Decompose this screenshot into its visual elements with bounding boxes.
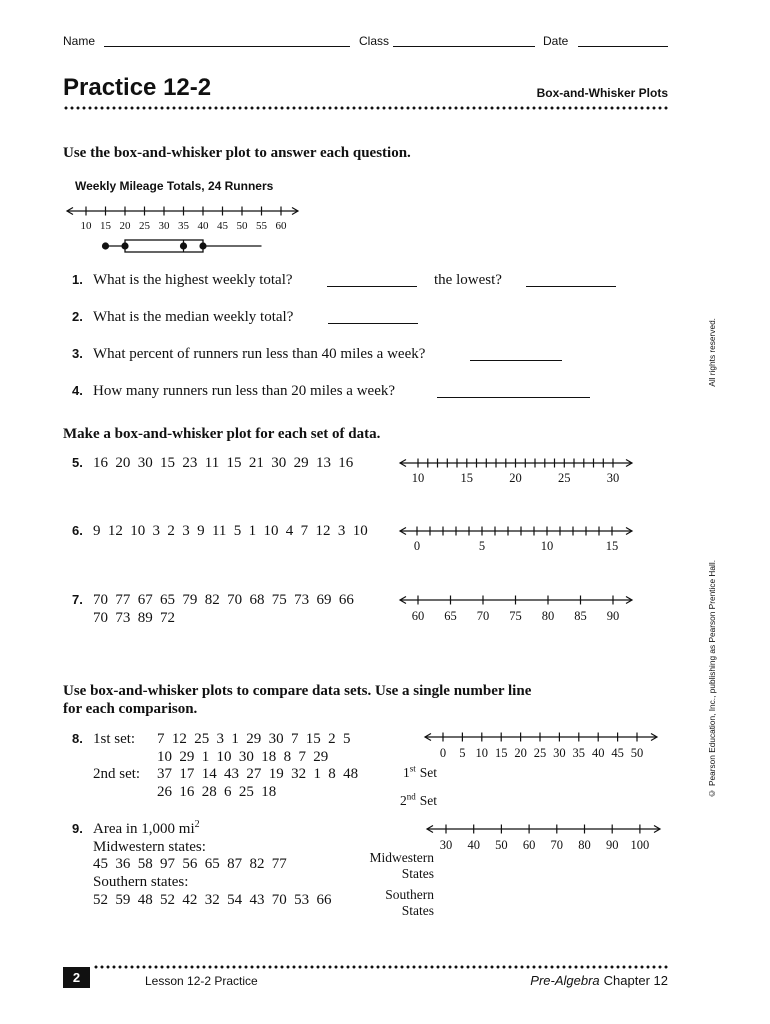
right-arrow-icon <box>626 597 632 604</box>
answer-blank-median <box>328 323 418 324</box>
copyright-note: © Pearson Education, Inc., publishing as Pearson Prentice Hall. <box>707 560 717 799</box>
right-arrow-icon <box>292 208 298 215</box>
tick-label: 30 <box>439 838 453 852</box>
tick-label: 15 <box>605 539 619 553</box>
tick-label: 85 <box>574 609 587 623</box>
tick-label: 25 <box>558 471 571 485</box>
tick-label: 10 <box>80 220 92 232</box>
problem6-number-line <box>400 527 632 554</box>
question-number: 1. <box>72 272 83 287</box>
problem-number: 5. <box>72 455 83 470</box>
tick-label: 30 <box>606 471 620 485</box>
tick-label: 30 <box>553 746 566 760</box>
problem-heading <box>93 820 200 838</box>
tick-label: 20 <box>509 471 522 485</box>
plot-row-label-southern: States <box>401 903 434 918</box>
tick-label: 80 <box>578 838 591 852</box>
median-point <box>180 242 187 249</box>
tick-label: 40 <box>197 220 209 232</box>
left-arrow-icon <box>400 460 406 467</box>
question-followup: the lowest? <box>434 272 502 288</box>
left-arrow-icon <box>427 826 433 833</box>
answer-blank-count <box>437 397 590 398</box>
tick-label: 45 <box>217 220 228 232</box>
problem7-number-line <box>400 596 632 624</box>
problem-number: 7. <box>72 592 83 607</box>
page-title: Practice 12-2 <box>63 74 212 101</box>
answer-blank-highest <box>327 286 417 287</box>
problem8-number-line <box>425 733 657 761</box>
page-number-badge: 2 <box>63 967 90 988</box>
section2-instruction: Make a box-and-whisker plot for each set of data. <box>63 426 381 442</box>
tick-label: 50 <box>495 838 508 852</box>
tick-label: 35 <box>572 746 586 760</box>
data-set: 70 73 89 72 <box>93 610 176 626</box>
problem-number: 8. <box>72 731 83 746</box>
tick-label: 50 <box>236 220 248 232</box>
left-arrow-icon <box>425 734 431 741</box>
tick-label: 5 <box>459 746 466 760</box>
footer-chapter: Chapter 12 <box>603 973 668 988</box>
question-text: What percent of runners run less than 40 miles a week? <box>93 346 426 362</box>
data-set: 9 12 10 3 2 3 9 11 5 1 10 4 7 12 3 10 <box>93 523 368 539</box>
data-set: 26 16 28 6 25 18 <box>157 784 277 800</box>
set-label: Southern states: <box>93 874 189 890</box>
plot-row-label-midwestern: States <box>401 866 434 881</box>
plot-title: Weekly Mileage Totals, 24 Runners <box>75 179 274 193</box>
tick-label: 100 <box>630 838 650 852</box>
left-arrow-icon <box>400 597 406 604</box>
rights-note: All rights reserved. <box>707 318 717 387</box>
data-set: 7 12 25 3 1 29 30 7 15 2 5 <box>157 731 351 747</box>
plot-row-label-second-set <box>400 793 437 809</box>
lower-quartile-point <box>121 242 128 249</box>
tick-label: 90 <box>605 838 619 852</box>
tick-label: 80 <box>541 609 555 623</box>
mileage-number-line <box>67 207 298 233</box>
heading-text: Area in 1,000 mi <box>93 821 195 837</box>
row-label-number: 2 <box>399 793 407 808</box>
data-set: 16 20 30 15 23 11 15 21 30 29 13 16 <box>93 455 354 471</box>
answer-blank-lowest <box>526 286 616 287</box>
tick-label: 65 <box>444 609 457 623</box>
name-blank-line <box>104 46 350 47</box>
set-label: 1st set: <box>93 731 136 747</box>
tick-label: 60 <box>411 609 425 623</box>
tick-label: 60 <box>522 838 536 852</box>
tick-label: 20 <box>514 746 527 760</box>
footer-book <box>530 973 668 988</box>
problem9-number-line <box>427 825 660 853</box>
minimum-point <box>102 242 109 249</box>
right-arrow-icon <box>626 460 632 467</box>
set-label: 2nd set: <box>93 766 141 782</box>
date-blank-line <box>578 46 668 47</box>
data-set: 52 59 48 52 42 32 54 43 70 53 66 <box>93 892 332 908</box>
class-blank-line <box>393 46 535 47</box>
quartile-box <box>125 240 203 252</box>
data-set: 70 77 67 65 79 82 70 68 75 73 69 66 <box>93 592 354 608</box>
tick-label: 50 <box>630 746 644 760</box>
section3-instruction: Use box-and-whisker plots to compare data sets. Use a single number line <box>63 683 532 699</box>
set-label: Midwestern states: <box>93 839 206 855</box>
left-arrow-icon <box>67 208 73 215</box>
right-arrow-icon <box>651 734 657 741</box>
plot-row-label-first-set <box>403 765 437 781</box>
question-text: What is the highest weekly total? <box>93 272 293 288</box>
problem5-number-line <box>400 459 632 486</box>
answer-blank-percent <box>470 360 562 361</box>
tick-label: 15 <box>460 471 474 485</box>
tick-label: 35 <box>178 220 189 232</box>
title-dotted-divider <box>63 106 669 110</box>
row-label-number: 1 <box>402 765 410 780</box>
upper-quartile-point <box>199 242 206 249</box>
tick-label: 15 <box>100 220 111 232</box>
data-set: 10 29 1 10 30 18 8 7 29 <box>157 749 329 765</box>
right-arrow-icon <box>626 528 632 535</box>
tick-label: 40 <box>591 746 605 760</box>
question-text: What is the median weekly total? <box>93 309 294 325</box>
question-text: How many runners run less than 20 miles a week? <box>93 383 396 399</box>
tick-label: 10 <box>475 746 489 760</box>
question-number: 3. <box>72 346 83 361</box>
tick-label: 0 <box>413 539 421 553</box>
tick-label: 70 <box>550 838 564 852</box>
tick-label: 15 <box>494 746 508 760</box>
plot-row-label-southern: Southern <box>385 887 434 902</box>
footer-book-title: Pre-Algebra <box>530 973 600 988</box>
tick-label: 55 <box>256 220 267 232</box>
footer-dotted-divider <box>93 965 669 969</box>
date-label: Date <box>543 34 569 48</box>
tick-label: 10 <box>540 539 554 553</box>
tick-label: 60 <box>275 220 287 232</box>
mileage-box-plot <box>102 240 262 252</box>
question-number: 4. <box>72 383 83 398</box>
right-arrow-icon <box>654 826 660 833</box>
tick-label: 45 <box>611 746 624 760</box>
name-label: Name <box>63 34 96 48</box>
tick-label: 20 <box>119 220 131 232</box>
tick-label: 30 <box>158 220 170 232</box>
tick-label: 90 <box>606 609 620 623</box>
row-label-ordinal: st <box>409 763 416 774</box>
tick-label: 40 <box>467 838 480 852</box>
row-label-text: Set <box>419 793 437 808</box>
topic-title: Box-and-Whisker Plots <box>536 86 668 100</box>
problem-number: 6. <box>72 523 83 538</box>
footer-lesson: Lesson 12-2 Practice <box>145 974 258 988</box>
data-set: 37 17 14 43 27 19 32 1 8 48 <box>157 766 359 782</box>
problem-number: 9. <box>72 821 83 836</box>
data-set: 45 36 58 97 56 65 87 82 77 <box>93 856 287 872</box>
tick-label: 25 <box>533 746 547 760</box>
class-label: Class <box>359 34 390 48</box>
section3-instruction: for each comparison. <box>63 701 198 717</box>
row-label-text: Set <box>419 765 437 780</box>
tick-label: 5 <box>478 539 486 553</box>
question-number: 2. <box>72 309 83 324</box>
plot-row-label-midwestern: Midwestern <box>369 850 434 865</box>
section1-instruction: Use the box-and-whisker plot to answer each question. <box>63 145 411 161</box>
tick-label: 75 <box>509 609 522 623</box>
heading-exponent: 2 <box>194 819 200 830</box>
tick-label: 70 <box>476 609 490 623</box>
tick-label: 0 <box>439 746 447 760</box>
tick-label: 25 <box>139 220 150 232</box>
row-label-ordinal: nd <box>406 791 416 802</box>
left-arrow-icon <box>400 528 406 535</box>
tick-label: 10 <box>411 471 425 485</box>
